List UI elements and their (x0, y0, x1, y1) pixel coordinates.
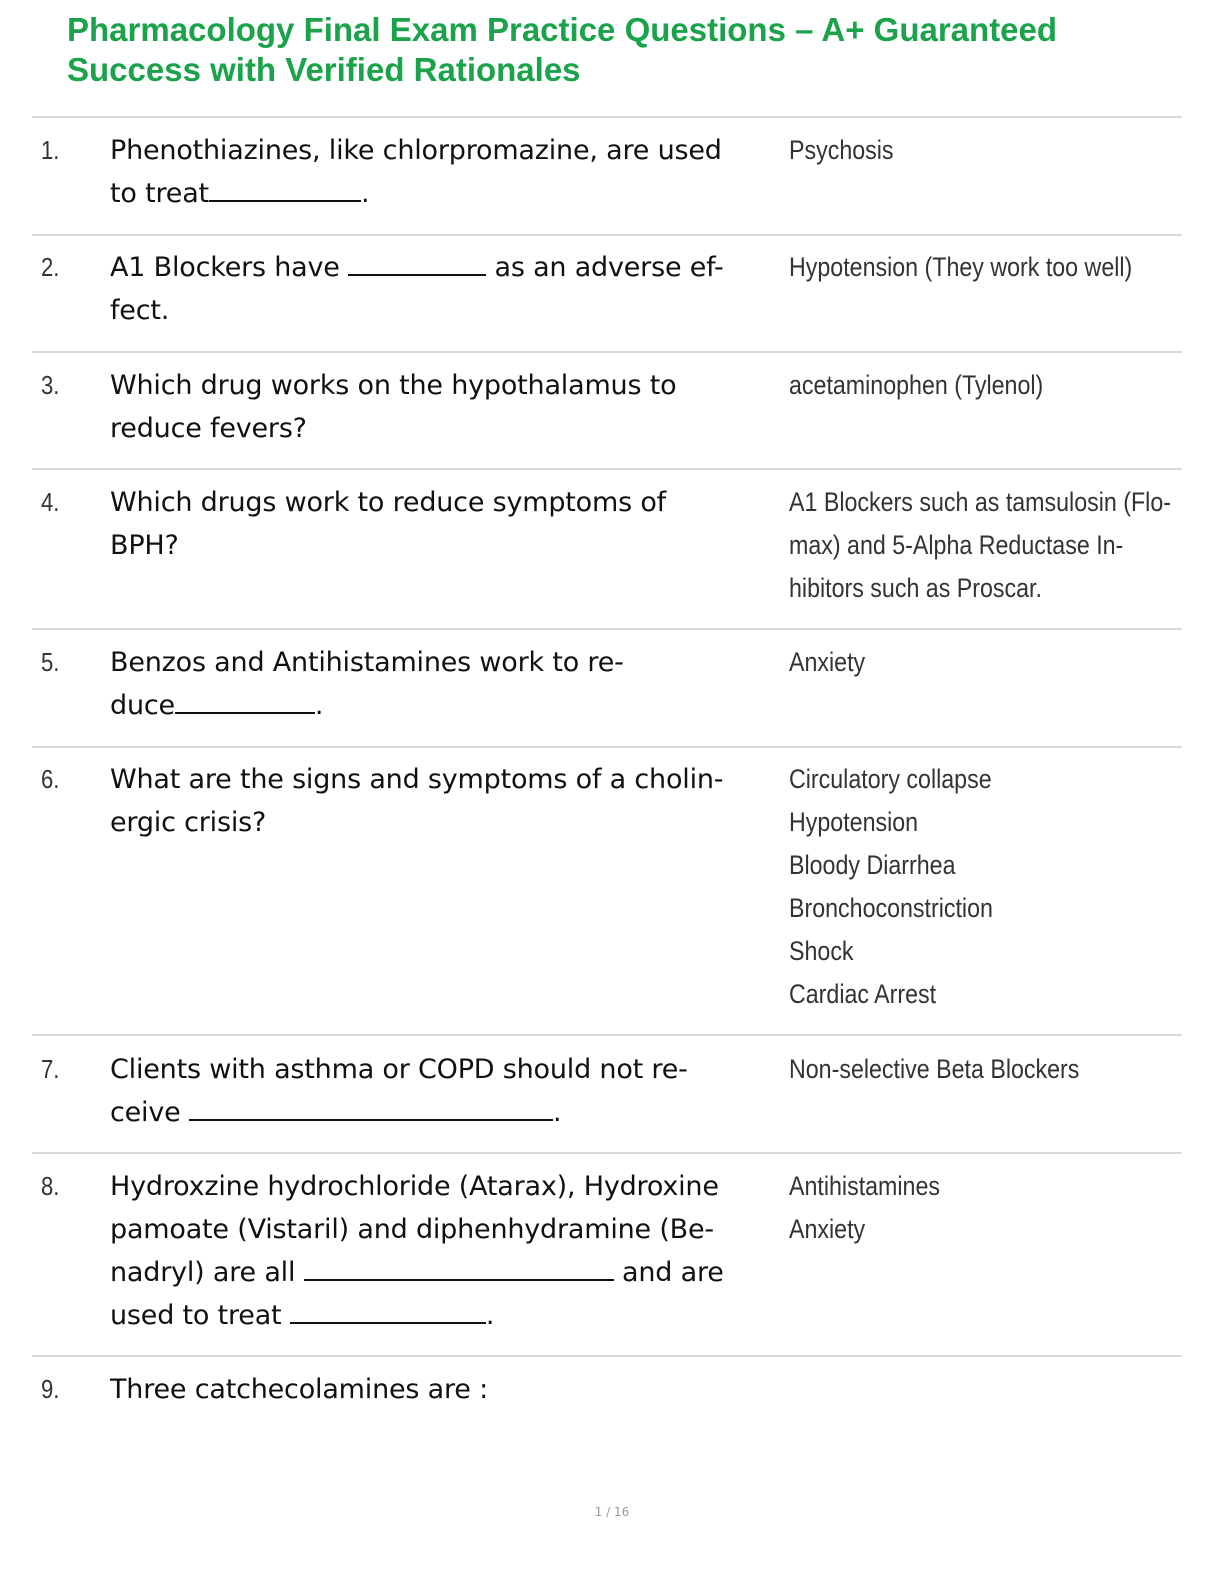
answer-blank (304, 1252, 614, 1281)
question-number: 8. (41, 1171, 60, 1201)
question-number: 4. (41, 487, 60, 517)
answer-blank (290, 1295, 486, 1324)
question-text: A1 Blockers have as an adverse ef- fect. (110, 246, 782, 332)
answer-text: Psychosis (789, 135, 894, 165)
divider (32, 234, 1182, 236)
question-number: 6. (41, 764, 60, 794)
answer-text: Non-selective Beta Blockers (789, 1054, 1080, 1084)
divider (32, 468, 1182, 470)
question-number: 2. (41, 252, 60, 282)
question-number: 1. (41, 135, 60, 165)
answer-text: A1 Blockers such as tamsulosin (Flo- max) and 5-Alpha Reductase In- hibitors such as Proscar. (789, 487, 1171, 603)
question-text: Hydroxzine hydrochloride (Atarax), Hydroxine pamoate (Vistaril) and diphenhydramine (Be- nadryl) are all and are used to treat . (110, 1171, 724, 1331)
question-number: 5. (41, 647, 60, 677)
question-text: What are the signs and symptoms of a cholin- ergic crisis? (110, 764, 724, 838)
divider (32, 746, 1182, 748)
question-number: 3. (41, 370, 60, 400)
page-indicator: 1 / 16 (594, 1505, 630, 1519)
divider (32, 116, 1182, 118)
answer-text: Circulatory collapse Hypotension Bloody Diarrhea Bronchoconstriction Shock Cardiac Arrest (789, 764, 993, 1009)
answer-blank (175, 685, 315, 714)
question-text: Which drug works on the hypothalamus to reduce fevers? (110, 370, 677, 444)
divider (32, 351, 1182, 353)
divider (32, 628, 1182, 630)
question-text: Clients with asthma or COPD should not re- ceive . (110, 1054, 688, 1128)
question-text: Benzos and Antihistamines work to re- duce . (110, 647, 624, 721)
answer-blank (189, 1092, 553, 1121)
question-text: Phenothiazines, like chlorpromazine, are used to treat . (110, 135, 722, 209)
divider (32, 1355, 1182, 1357)
question-number: 9. (41, 1374, 60, 1404)
question-text: Which drugs work to reduce symptoms of BPH? (110, 487, 666, 561)
answer-text: Antihistamines Anxiety (789, 1171, 941, 1244)
question-number: 7. (41, 1054, 60, 1084)
answer-blank (348, 247, 486, 276)
answer-text: Anxiety (789, 647, 866, 677)
answer-text: Hypotension (They work too well) (789, 252, 1133, 282)
divider (32, 1034, 1182, 1036)
document-title: Pharmacology Final Exam Practice Questions – A+ Guaranteed Success with Verified Rationales (67, 11, 1058, 88)
answer-blank (209, 173, 361, 202)
answer-text: acetaminophen (Tylenol) (789, 370, 1044, 400)
divider (32, 1152, 1182, 1154)
question-text: Three catchecolamines are : (110, 1374, 488, 1405)
